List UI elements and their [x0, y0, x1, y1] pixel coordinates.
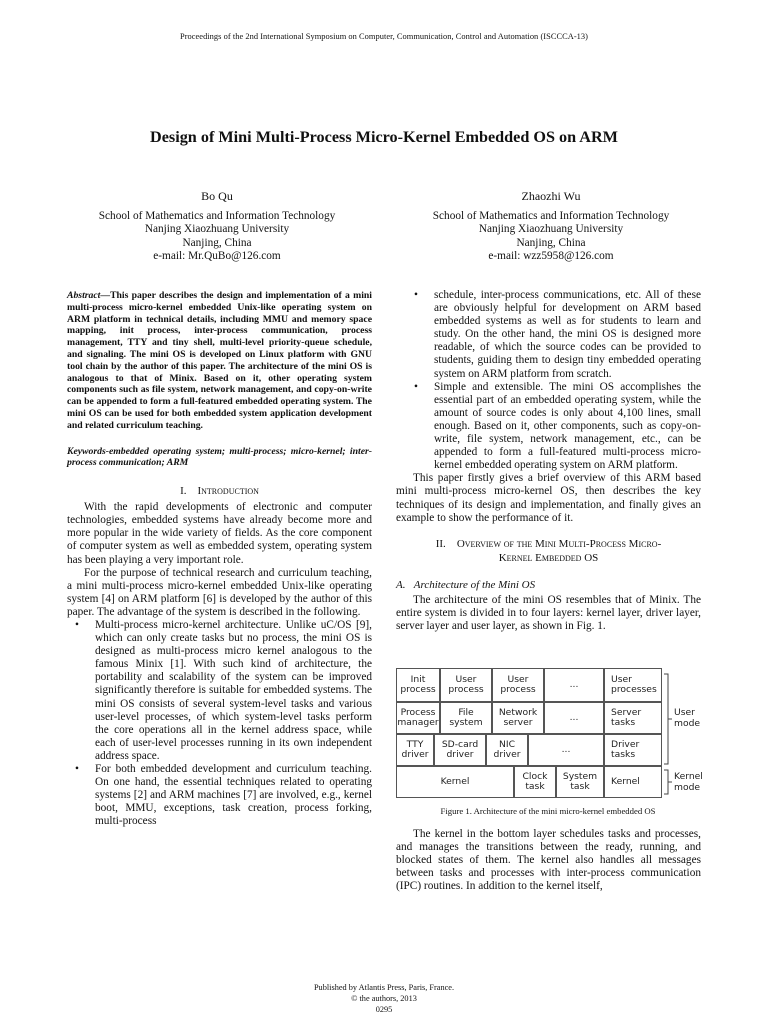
figure-cell-clock-task: Clock task — [514, 766, 556, 798]
architecture-figure — [396, 668, 704, 802]
figure-cell-process-manager: Process manager — [396, 702, 440, 734]
figure-cell-server-tasks: Server tasks — [604, 702, 662, 734]
section-number: I. — [180, 485, 187, 498]
abstract — [67, 290, 372, 432]
page-footer — [0, 982, 768, 1015]
figure-cell-network-server: Network server — [492, 702, 544, 734]
intro-bullet-list — [67, 619, 372, 829]
intro-paragraph-1: With the rapid developments of electronic and computer technologies, embedded systems have already become more and more popular in the wide variety of fields. As the core component of computer system as well as embedded system, operating system has been playing a very important role. — [67, 501, 372, 566]
figure-cell-ellipsis: ... — [544, 702, 604, 734]
abstract-text: This paper describes the design and implementation of a mini multi-process micro-kernel embedded Unix-like operating system on ARM platform in technical details, including MMU and memory space mapping, init process, inter-process communication, process management, TTY and tiny shell, multi-level priority-queue schedule, and signaling. The mini OS is developed on Linux platform with GNU tool chain by the author of this paper. The architecture of the mini OS is analogous to that of Minix. Based on it, other operating system components such as file system, network management, and copy-on-write can be appended to form a full-featured embedded operating system. The mini OS can be used for both embedded system application development and related curriculum teaching. — [67, 290, 372, 431]
copyright-line: © the authors, 2013 — [351, 994, 417, 1003]
author-name: Bo Qu — [201, 189, 233, 203]
figure-cell-user-process: User process — [492, 668, 544, 702]
bullet-list-right — [396, 381, 701, 473]
section-number: II. — [435, 537, 446, 550]
author-name: Zhaozhi Wu — [521, 189, 581, 203]
bullet-item: • For both embedded development and curriculum teaching. On one hand, the essential techniques related to operating systems [2] and ARM machines [7] are involved, e.g., kernel boot, MMU, exceptions, task creation, process forking, multi-process — [95, 763, 372, 828]
subsection-heading — [396, 579, 701, 592]
figure-cell-ellipsis: ... — [528, 734, 604, 766]
figure-cell-kernel-tasks: Kernel — [604, 766, 662, 798]
author-affiliation: School of Mathematics and Information Technology — [98, 209, 336, 222]
figure-caption: Figure 1. Architecture of the mini micro-kernel embedded OS — [440, 806, 656, 816]
bullet-item: • Multi-process micro-kernel architecture. Unlike uC/OS [9], which can only create tasks but no process, the mini OS is designed as multi-process micro kernel analogous to the famous Minix [1]. With such kind of architecture, the portability and scalability of the system can be improved significantly therefore is suitable for embedded systems. The mini OS consists of several system-level tasks and various user-level processes, of which system-level tasks perform the core operations all in the kernel address space, while each of user-level processes running in its own independent address space. — [95, 619, 372, 763]
section-title: Introduction — [197, 485, 259, 498]
author-city: Nanjing, China — [516, 236, 586, 249]
author-block-2 — [386, 190, 716, 264]
figure-cell-sdcard-driver: SD-card driver — [434, 734, 486, 766]
kernel-paragraph: The kernel in the bottom layer schedules tasks and processes, and manages the transitions between the ready, running, and blocked states of them. The kernel also handles all messages between tasks and processes with inter-process communication (IPC) routines. In addition to the kernel itself, — [396, 828, 701, 893]
running-header: Proceedings of the 2nd International Symposium on Computer, Communication, Control and Automation (ISCCCA-13) — [179, 32, 588, 41]
author-email: e-mail: Mr.QuBo@126.com — [153, 250, 281, 263]
intro-paragraph-2: For the purpose of technical research and curriculum teaching, a mini multi-process micro-kernel embedded Unix-like operating system [4] on ARM platform [6] is developed by the author of this paper. The advantage of the system is described in the following. — [67, 566, 372, 618]
section-heading-2 — [396, 537, 701, 565]
subsection-label: A. — [396, 578, 406, 591]
author-affiliation: School of Mathematics and Information Technology — [432, 209, 670, 222]
figure-cell-system-task: System task — [556, 766, 604, 798]
author-email: e-mail: wzz5958@126.com — [488, 250, 614, 263]
bullet-continuation — [396, 289, 701, 381]
figure-cell-file-system: File system — [440, 702, 492, 734]
keywords: Keywords-embedded operating system; multi-process; micro-kernel; inter-process communication; ARM — [67, 445, 372, 469]
page-number: 0295 — [375, 1005, 393, 1014]
kernel-mode-label: Kernel mode — [674, 771, 703, 793]
figure-cell-ellipsis: ... — [544, 668, 604, 702]
architecture-paragraph: The architecture of the mini OS resembles that of Minix. The entire system is divided in to four layers: kernel layer, driver layer, server layer and user layer, as shown in Fig. 1. — [396, 593, 701, 632]
section-heading-1 — [67, 485, 372, 497]
user-mode-label: User mode — [674, 707, 701, 729]
user-mode-bracket — [664, 674, 668, 764]
author-university: Nanjing Xiaozhuang University — [478, 223, 624, 236]
left-column — [67, 290, 372, 829]
bullet-continued-text: schedule, inter-process communications, etc. All of these are obviously helpful for development on ARM based embedded systems as well as for students to learn and study. On the other hand, the mini OS is designed more readable, of which the source codes can be provided to students, guiding them to design tiny embedded operating system on ARM platform from scratch. — [434, 289, 701, 380]
section-title-line1: Overview of the Mini Multi-Process Micro- — [456, 537, 662, 550]
right-column — [396, 289, 701, 633]
bullet-item: • Simple and extensible. The mini OS accomplishes the essential part of an embedded operating system, while the amount of source codes is only about 4,100 lines, small enough. Based on it, other components, such as copy-on-write, file system, network management, etc., can be appended to form a full-featured multi-process micro-kernel embedded operating system on ARM platform. — [434, 381, 701, 473]
overview-paragraph: This paper firstly gives a brief overview of this ARM based mini multi-process micro-kernel OS, then describes the key techniques of its design and implementation, and finally gives an example to show the performance of it. — [396, 472, 701, 524]
abstract-dash: — — [100, 290, 111, 301]
author-university: Nanjing Xiaozhuang University — [144, 223, 290, 236]
figure-cell-tty-driver: TTY driver — [396, 734, 434, 766]
author-block-1 — [52, 190, 382, 264]
figure-cell-driver-tasks: Driver tasks — [604, 734, 662, 766]
section-title-line2: Kernel Embedded OS — [498, 551, 599, 564]
figure-cell-user-processes: User processes — [604, 668, 662, 702]
right-column-bottom — [396, 828, 701, 893]
kernel-mode-bracket — [664, 770, 668, 794]
figure-cell-init-process: Init process — [396, 668, 440, 702]
author-city: Nanjing, China — [182, 236, 252, 249]
figure-cell-kernel: Kernel — [396, 766, 514, 798]
figure-cell-nic-driver: NIC driver — [486, 734, 528, 766]
figure-cell-user-process: User process — [440, 668, 492, 702]
publisher-line: Published by Atlantis Press, Paris, France. — [313, 983, 455, 992]
paper-title: Design of Mini Multi-Process Micro-Kernel Embedded OS on ARM — [150, 128, 618, 146]
bullet-item-continued — [434, 289, 701, 381]
subsection-title: Architecture of the Mini OS — [413, 578, 536, 591]
abstract-label: Abstract — [67, 290, 101, 301]
